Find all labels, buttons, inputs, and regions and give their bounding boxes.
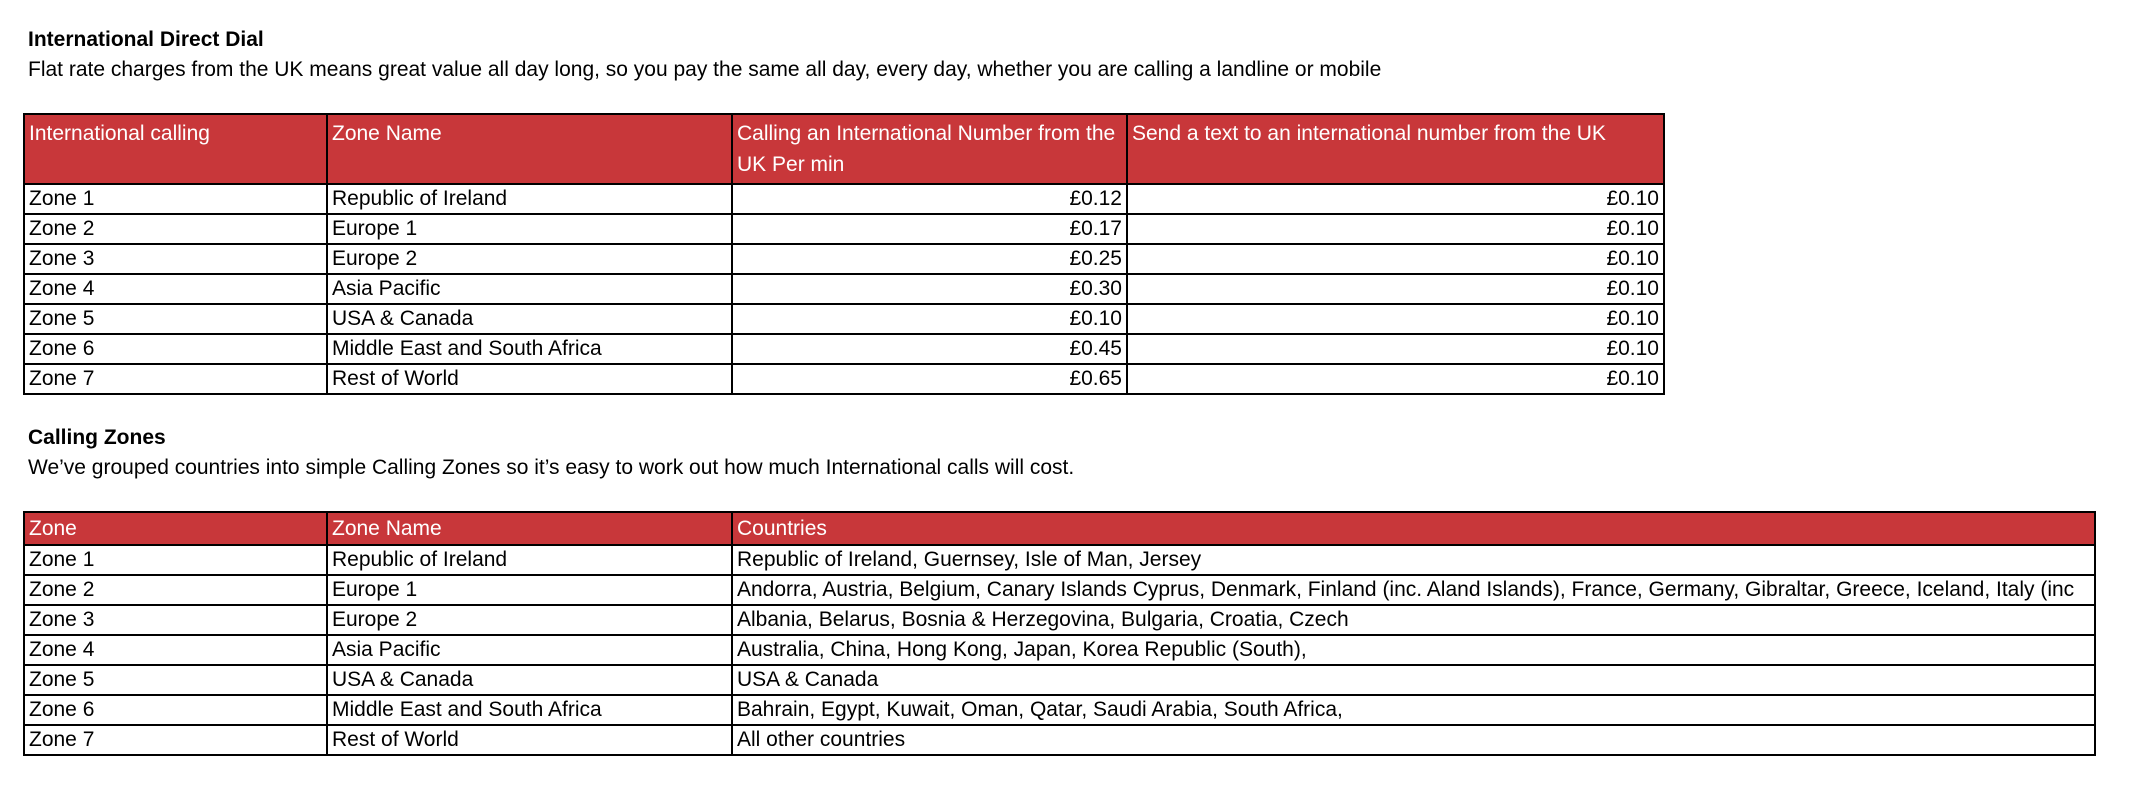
zone-cell: Zone 3 bbox=[24, 605, 327, 635]
countries-cell: USA & Canada bbox=[732, 665, 2095, 695]
countries-cell: Bahrain, Egypt, Kuwait, Oman, Qatar, Saudi Arabia, South Africa, bbox=[732, 695, 2095, 725]
zone-name-cell: Republic of Ireland bbox=[327, 545, 732, 575]
zone-cell: Zone 5 bbox=[24, 304, 327, 334]
zone-name-cell: Europe 2 bbox=[327, 244, 732, 274]
table-row bbox=[24, 184, 1664, 214]
zone-cell: Zone 6 bbox=[24, 695, 327, 725]
text-rate-cell: £0.10 bbox=[1127, 214, 1664, 244]
zone-cell: Zone 4 bbox=[24, 274, 327, 304]
rates-header-call-rate: Calling an International Number from the UK Per min bbox=[732, 114, 1127, 184]
table-row bbox=[24, 304, 1664, 334]
rates-table bbox=[23, 113, 1665, 395]
call-rate-cell: £0.30 bbox=[732, 274, 1127, 304]
countries-cell: Australia, China, Hong Kong, Japan, Korea Republic (South), bbox=[732, 635, 2095, 665]
rates-header-text-rate: Send a text to an international number from the UK bbox=[1127, 114, 1664, 184]
table-row bbox=[24, 695, 2095, 725]
zones-section-title: Calling Zones bbox=[28, 426, 166, 449]
call-rate-cell: £0.25 bbox=[732, 244, 1127, 274]
table-row bbox=[24, 244, 1664, 274]
zones-section-description: We’ve grouped countries into simple Calling Zones so it’s easy to work out how much International calls will cost. bbox=[28, 456, 1075, 479]
zone-name-cell: Asia Pacific bbox=[327, 274, 732, 304]
zone-cell: Zone 7 bbox=[24, 725, 327, 755]
zone-name-cell: Europe 1 bbox=[327, 214, 732, 244]
countries-cell: Albania, Belarus, Bosnia & Herzegovina, Bulgaria, Croatia, Czech bbox=[732, 605, 2095, 635]
text-rate-cell: £0.10 bbox=[1127, 184, 1664, 214]
zones-table-header-row bbox=[24, 512, 2095, 545]
zone-name-cell: Republic of Ireland bbox=[327, 184, 732, 214]
zones-header-countries: Countries bbox=[732, 512, 2095, 545]
zone-cell: Zone 7 bbox=[24, 364, 327, 394]
call-rate-cell: £0.17 bbox=[732, 214, 1127, 244]
zone-name-cell: Europe 2 bbox=[327, 605, 732, 635]
rates-section-title: International Direct Dial bbox=[28, 28, 264, 51]
countries-cell: Republic of Ireland, Guernsey, Isle of Man, Jersey bbox=[732, 545, 2095, 575]
zone-cell: Zone 4 bbox=[24, 635, 327, 665]
text-rate-cell: £0.10 bbox=[1127, 274, 1664, 304]
table-row bbox=[24, 334, 1664, 364]
zone-name-cell: Asia Pacific bbox=[327, 635, 732, 665]
text-rate-cell: £0.10 bbox=[1127, 334, 1664, 364]
zone-name-cell: Rest of World bbox=[327, 364, 732, 394]
table-row bbox=[24, 605, 2095, 635]
zone-cell: Zone 1 bbox=[24, 184, 327, 214]
call-rate-cell: £0.12 bbox=[732, 184, 1127, 214]
text-rate-cell: £0.10 bbox=[1127, 364, 1664, 394]
table-row bbox=[24, 545, 2095, 575]
zone-cell: Zone 1 bbox=[24, 545, 327, 575]
zones-table bbox=[23, 511, 2096, 756]
zones-header-zone: Zone bbox=[24, 512, 327, 545]
table-row bbox=[24, 665, 2095, 695]
zone-cell: Zone 2 bbox=[24, 214, 327, 244]
zone-name-cell: Middle East and South Africa bbox=[327, 695, 732, 725]
text-rate-cell: £0.10 bbox=[1127, 244, 1664, 274]
table-row bbox=[24, 725, 2095, 755]
call-rate-cell: £0.10 bbox=[732, 304, 1127, 334]
rates-header-zone-name: Zone Name bbox=[327, 114, 732, 184]
zone-cell: Zone 5 bbox=[24, 665, 327, 695]
text-rate-cell: £0.10 bbox=[1127, 304, 1664, 334]
rates-section-description: Flat rate charges from the UK means great value all day long, so you pay the same all day, every day, whether you are calling a landline or mobile bbox=[28, 58, 1382, 81]
table-row bbox=[24, 274, 1664, 304]
table-row bbox=[24, 364, 1664, 394]
countries-cell: Andorra, Austria, Belgium, Canary Islands Cyprus, Denmark, Finland (inc. Aland Islands), France, Germany, Gibraltar, Greece, Iceland, Italy (inc bbox=[732, 575, 2095, 605]
table-row bbox=[24, 575, 2095, 605]
zone-name-cell: Rest of World bbox=[327, 725, 732, 755]
rates-table-header-row bbox=[24, 114, 1664, 184]
zone-name-cell: USA & Canada bbox=[327, 304, 732, 334]
zone-name-cell: Middle East and South Africa bbox=[327, 334, 732, 364]
table-row bbox=[24, 635, 2095, 665]
zone-name-cell: USA & Canada bbox=[327, 665, 732, 695]
table-row bbox=[24, 214, 1664, 244]
call-rate-cell: £0.45 bbox=[732, 334, 1127, 364]
zone-cell: Zone 6 bbox=[24, 334, 327, 364]
zones-header-zone-name: Zone Name bbox=[327, 512, 732, 545]
zone-cell: Zone 3 bbox=[24, 244, 327, 274]
rates-header-international-calling: International calling bbox=[24, 114, 327, 184]
countries-cell: All other countries bbox=[732, 725, 2095, 755]
zone-cell: Zone 2 bbox=[24, 575, 327, 605]
zone-name-cell: Europe 1 bbox=[327, 575, 732, 605]
call-rate-cell: £0.65 bbox=[732, 364, 1127, 394]
